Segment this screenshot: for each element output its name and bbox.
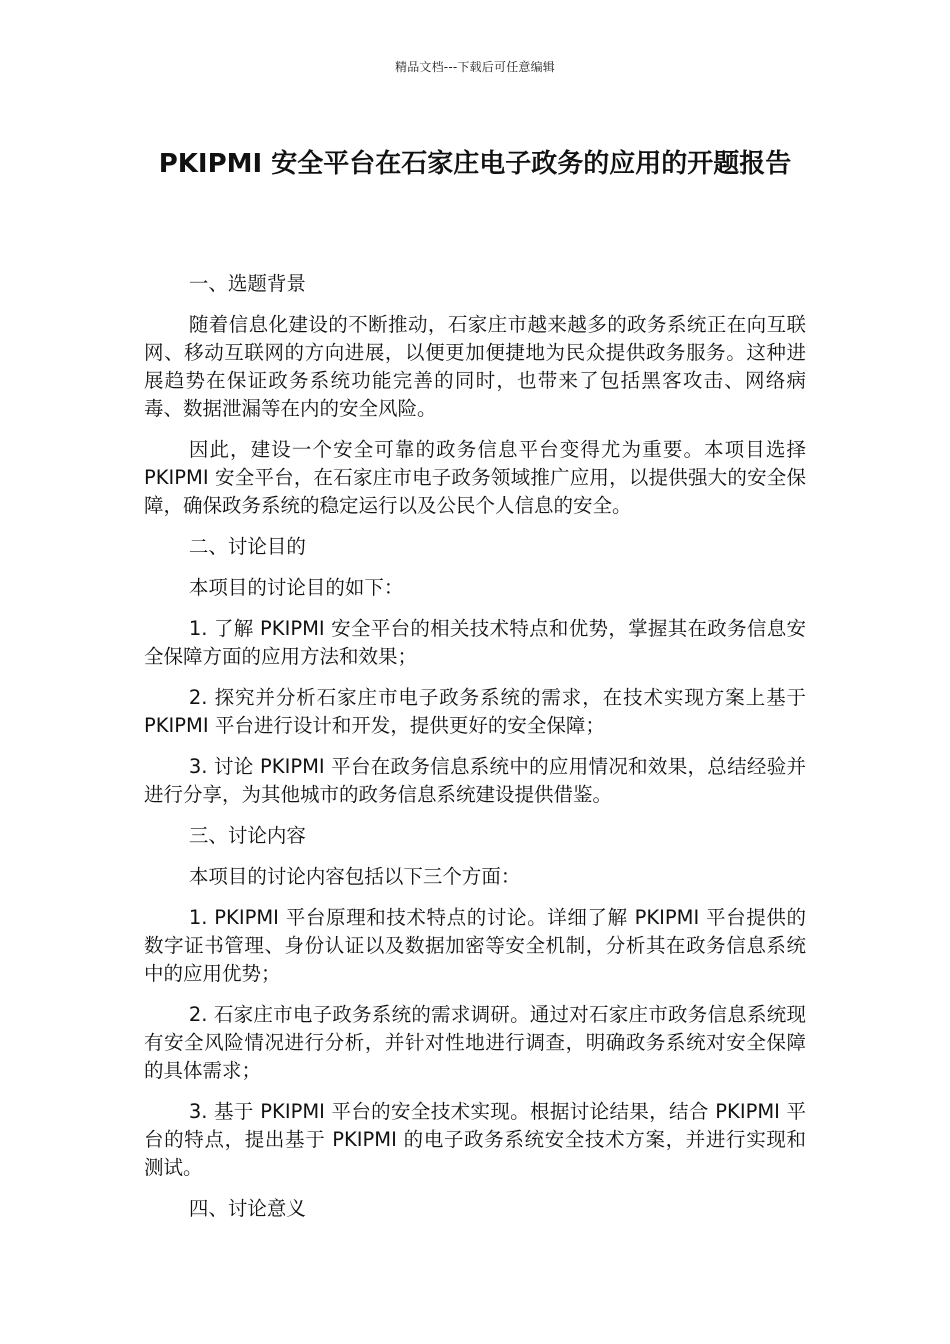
paragraph-background-1: 随着信息化建设的不断推动，石家庄市越来越多的政务系统正在向互联网、移动互联网的方向进展，以便更加便捷地为民众提供政务服务。这种进展趋势在保证政务系统功能完善的同时，也带来了包括黑客攻击、网络病毒、数据泄漏等在内的安全风险。 bbox=[144, 313, 806, 420]
list-item-content-1: 1. PKIPMI 平台原理和技术特点的讨论。详细了解 PKIPMI 平台提供的数字证书管理、身份认证以及数据加密等安全机制，分析其在政务信息系统中的应用优势； bbox=[144, 906, 806, 985]
paragraph-content-intro: 本项目的讨论内容包括以下三个方面： bbox=[188, 865, 521, 888]
list-item-purpose-1: 1. 了解 PKIPMI 安全平台的相关技术特点和优势，掌握其在政务信息安全保障方面的应用方法和效果； bbox=[144, 617, 806, 668]
section-heading-background: 一、选题背景 bbox=[188, 272, 306, 295]
header-note: 精品文档---下载后可任意编辑 bbox=[395, 60, 555, 74]
list-item-content-2: 2. 石家庄市电子政务系统的需求调研。通过对石家庄市政务信息系统现有安全风险情况进行分析，并针对性地进行调查，明确政务系统对安全保障的具体需求； bbox=[144, 1003, 806, 1082]
paragraph-background-2: 因此，建设一个安全可靠的政务信息平台变得尤为重要。本项目选择 PKIPMI 安全平台，在石家庄市电子政务领域推广应用，以提供强大的安全保障，确保政务系统的稳定运行以及公民个人信息的安全。 bbox=[144, 438, 806, 517]
section-heading-purpose: 二、讨论目的 bbox=[188, 535, 306, 558]
list-item-content-3: 3. 基于 PKIPMI 平台的安全技术实现。根据讨论结果，结合 PKIPMI 平台的特点，提出基于 PKIPMI 的电子政务系统安全技术方案，并进行实现和测试。 bbox=[144, 1100, 806, 1179]
document-body bbox=[144, 270, 806, 1236]
section-heading-significance: 四、讨论意义 bbox=[188, 1197, 306, 1220]
page-title: PKIPMI 安全平台在石家庄电子政务的应用的开题报告 bbox=[158, 149, 792, 179]
list-item-purpose-3: 3. 讨论 PKIPMI 平台在政务信息系统中的应用情况和效果，总结经验并进行分享，为其他城市的政务信息系统建设提供借鉴。 bbox=[144, 755, 806, 806]
section-heading-content: 三、讨论内容 bbox=[188, 824, 306, 847]
list-item-purpose-2: 2. 探究并分析石家庄市电子政务系统的需求，在技术实现方案上基于 PKIPMI 平台进行设计和开发，提供更好的安全保障； bbox=[144, 686, 806, 737]
paragraph-purpose-intro: 本项目的讨论目的如下： bbox=[188, 576, 404, 599]
